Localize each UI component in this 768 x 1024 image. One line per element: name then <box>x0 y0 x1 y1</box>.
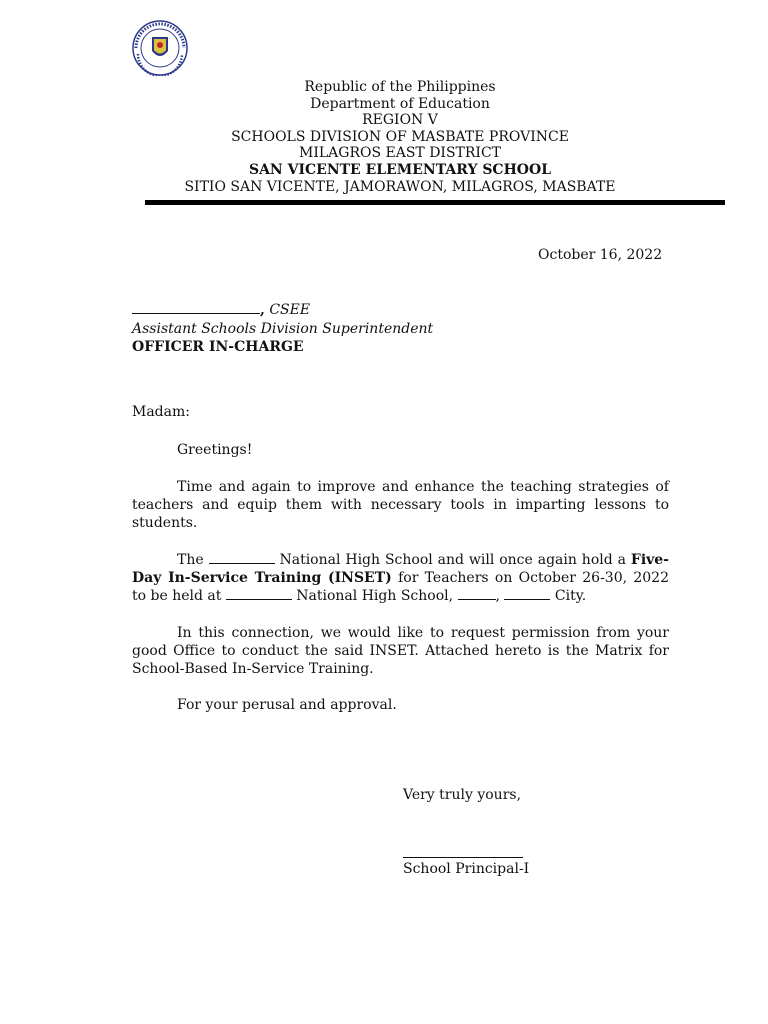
greeting-paragraph <box>132 441 669 459</box>
school-name-blank <box>209 551 275 564</box>
letterhead-region: REGION V <box>362 112 438 129</box>
recipient-comma: , <box>260 302 265 318</box>
para2-inset-title: Five-Day In-Service Training (INSET) <box>132 552 669 587</box>
deped-seal-logo <box>132 20 188 76</box>
recipient-name-blank <box>132 301 260 314</box>
letterhead <box>100 79 700 195</box>
letterhead-country: Republic of the Philippines <box>304 79 496 95</box>
para2-part1: The <box>177 552 204 568</box>
para2-part2: National High School and will once again hold a <box>279 552 626 568</box>
paragraph-1 <box>132 478 669 533</box>
letterhead-school-name: SAN VICENTE ELEMENTARY SCHOOL <box>248 161 552 178</box>
para2-part4: National High School, <box>296 588 454 605</box>
closing: Very truly yours, <box>403 787 522 803</box>
paragraph-4 <box>132 696 669 714</box>
recipient-suffix: CSEE <box>264 302 311 318</box>
letterhead-department: Department of Education <box>310 95 490 112</box>
paragraph-4-text: For your perusal and approval. <box>177 697 397 713</box>
letterhead-district: MILAGROS EAST DISTRICT <box>298 145 502 162</box>
location-blank <box>458 587 496 600</box>
salutation: Madam: <box>132 404 190 420</box>
recipient-role: OFFICER IN-CHARGE <box>132 339 304 355</box>
city-blank <box>504 587 550 600</box>
letter-date: October 16, 2022 <box>538 247 663 263</box>
paragraph-3-text: In this connection, we would like to request permission from your good Office to conduct the said INSET. Attached hereto is the Matrix for School-Based In-Service Training. <box>132 625 669 678</box>
paragraph-2 <box>132 551 669 606</box>
recipient-block <box>132 301 433 357</box>
letterhead-divider <box>145 200 725 205</box>
paragraph-1-text: Time and again to improve and enhance the teaching strategies of teachers and equip them with necessary tools in imparting lessons to students. <box>132 479 669 532</box>
signatory-title: School Principal-I <box>403 861 530 877</box>
letterhead-address: SITIO SAN VICENTE, JAMORAWON, MILAGROS, MASBATE <box>184 178 616 195</box>
venue-blank <box>226 587 292 600</box>
signature-line <box>403 857 523 858</box>
para2-part3: for Teachers on October 26-30, 2022 to be held at <box>132 570 669 605</box>
para2-part5: , <box>495 588 500 605</box>
paragraph-3 <box>132 624 669 679</box>
para2-part6: City. <box>554 588 587 605</box>
recipient-name-line <box>132 301 433 320</box>
letterhead-division: SCHOOLS DIVISION OF MASBATE PROVINCE <box>231 128 569 145</box>
recipient-title: Assistant Schools Division Superintendent <box>132 320 434 337</box>
greeting: Greetings! <box>177 442 253 458</box>
